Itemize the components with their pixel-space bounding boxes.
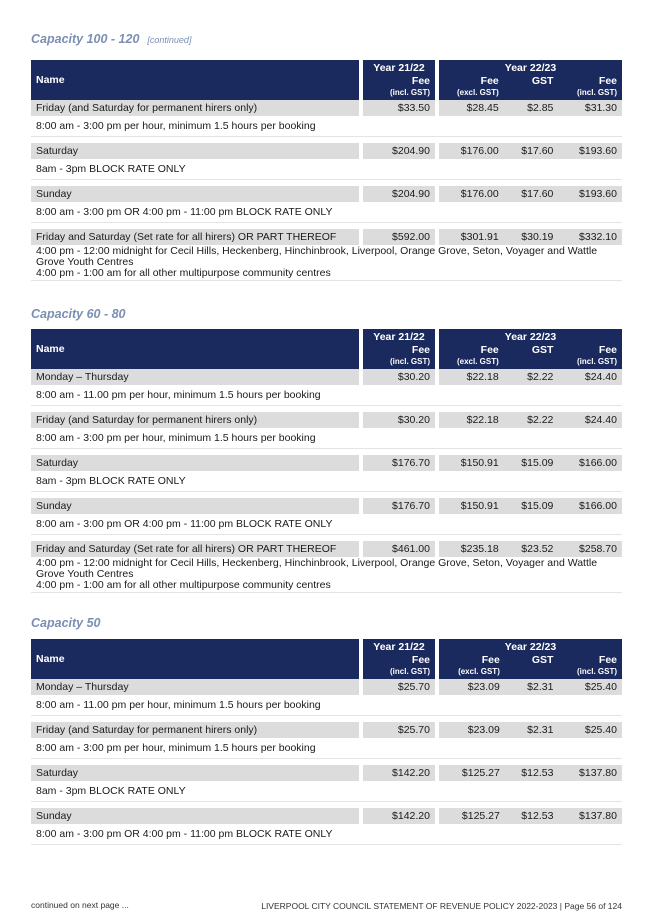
header-gst xyxy=(504,345,559,369)
header-prev-fee xyxy=(359,76,439,100)
description-line: 8am - 3pm BLOCK RATE ONLY xyxy=(36,784,186,797)
fee-description xyxy=(31,695,622,716)
fee-name: Monday – Thursday xyxy=(31,369,359,385)
section-title xyxy=(31,616,100,630)
description-line: 4:00 pm - 12:00 midnight for Cecil Hills, Heckenberg, Hinchinbrook, Liverpool, Orange Grove, Seton, Voyager and Wattle Grove Youth Centres xyxy=(36,245,598,268)
section-title-text: Capacity 60 - 80 xyxy=(31,307,126,321)
fee-description-row xyxy=(31,116,622,137)
prev-fee: $592.00 xyxy=(359,229,439,245)
gst-amount: $2.85 xyxy=(504,100,559,116)
fee-incl-gst: $24.40 xyxy=(558,412,622,428)
fee-name: Friday (and Saturday for permanent hirers only) xyxy=(31,722,359,738)
fee-incl-gst: $193.60 xyxy=(558,186,622,202)
gst-amount: $17.60 xyxy=(504,143,559,159)
prev-fee: $25.70 xyxy=(359,722,439,738)
fee-description-row xyxy=(31,159,622,180)
header-incl-gst: (incl. GST) xyxy=(577,667,617,676)
fee-description xyxy=(31,159,622,180)
fee-name: Sunday xyxy=(31,808,359,824)
fee-description xyxy=(31,202,622,223)
fee-excl-gst: $150.91 xyxy=(439,498,504,514)
fee-incl-gst: $137.80 xyxy=(558,808,622,824)
fee-excl-gst: $150.91 xyxy=(439,455,504,471)
fee-row xyxy=(31,455,622,471)
fee-excl-gst: $22.18 xyxy=(439,369,504,385)
fee-description-row xyxy=(31,428,622,449)
prev-fee: $142.20 xyxy=(359,765,439,781)
gst-amount: $2.22 xyxy=(504,369,559,385)
gst-amount: $2.31 xyxy=(505,722,559,738)
fee-incl-gst: $25.40 xyxy=(558,679,622,695)
fee-description-row xyxy=(31,824,622,845)
fee-row xyxy=(31,143,622,159)
fee-excl-gst: $28.45 xyxy=(439,100,504,116)
header-year-prev: Year 21/22 xyxy=(359,60,439,76)
fee-row xyxy=(31,186,622,202)
header-year-prev: Year 21/22 xyxy=(359,639,439,655)
header-gst-label: GST xyxy=(531,654,554,666)
fee-name: Sunday xyxy=(31,498,359,514)
header-fee-label: Fee xyxy=(411,654,430,666)
description-line: 8:00 am - 3:00 pm per hour, minimum 1.5 hours per booking xyxy=(36,431,316,444)
fee-row xyxy=(31,100,622,116)
header-excl-gst: (excl. GST) xyxy=(456,357,499,366)
prev-fee: $461.00 xyxy=(359,541,439,557)
header-incl-gst: (incl. GST) xyxy=(577,88,617,97)
header-name: Name xyxy=(31,639,359,679)
header-incl-gst: (incl. GST) xyxy=(390,357,430,366)
gst-amount: $17.60 xyxy=(504,186,559,202)
fee-excl-gst: $176.00 xyxy=(439,186,504,202)
prev-fee: $30.20 xyxy=(359,369,439,385)
fee-name: Friday (and Saturday for permanent hirers only) xyxy=(31,100,359,116)
section-title xyxy=(31,32,191,46)
prev-fee: $30.20 xyxy=(359,412,439,428)
fee-excl-gst: $22.18 xyxy=(439,412,504,428)
header-gst-label: GST xyxy=(531,75,554,87)
fee-incl-gst: $332.10 xyxy=(558,229,622,245)
fee-row xyxy=(31,765,622,781)
section-title-text: Capacity 100 - 120 xyxy=(31,32,140,46)
fee-name: Saturday xyxy=(31,765,359,781)
header-incl-gst: (incl. GST) xyxy=(390,88,430,97)
fee-row xyxy=(31,808,622,824)
description-line: 8:00 am - 3:00 pm OR 4:00 pm - 11:00 pm BLOCK RATE ONLY xyxy=(36,827,333,840)
fee-description-row xyxy=(31,557,622,593)
fee-excl-gst: $176.00 xyxy=(439,143,504,159)
header-gst xyxy=(505,655,559,679)
gst-amount: $2.31 xyxy=(505,679,559,695)
footer-page-info: LIVERPOOL CITY COUNCIL STATEMENT OF REVENUE POLICY 2022-2023 | Page 56 of 124 xyxy=(261,901,622,911)
header-name: Name xyxy=(31,60,359,100)
fee-excl-gst: $235.18 xyxy=(439,541,504,557)
fee-table xyxy=(31,329,622,593)
fee-description xyxy=(31,116,622,137)
description-line: 8:00 am - 3:00 pm OR 4:00 pm - 11:00 pm BLOCK RATE ONLY xyxy=(36,205,333,218)
continued-note: [continued] xyxy=(147,35,192,45)
header-excl-gst: (excl. GST) xyxy=(456,88,499,97)
header-gst xyxy=(504,76,559,100)
fee-excl-gst: $125.27 xyxy=(439,808,505,824)
description-line: 8:00 am - 11.00 pm per hour, minimum 1.5 hours per booking xyxy=(36,698,321,711)
description-line: 8:00 am - 3:00 pm OR 4:00 pm - 11:00 pm BLOCK RATE ONLY xyxy=(36,517,333,530)
fee-description xyxy=(31,738,622,759)
header-fee-incl xyxy=(558,76,622,100)
header-year-curr: Year 22/23 xyxy=(439,60,622,76)
header-fee-label: Fee xyxy=(411,344,430,356)
gst-amount: $15.09 xyxy=(504,455,559,471)
section-title xyxy=(31,307,126,321)
fee-description xyxy=(31,428,622,449)
fee-table xyxy=(31,60,622,281)
header-fee-incl xyxy=(558,345,622,369)
fee-description xyxy=(31,514,622,535)
header-year-curr: Year 22/23 xyxy=(439,329,622,345)
fee-row xyxy=(31,722,622,738)
prev-fee: $204.90 xyxy=(359,186,439,202)
fee-incl-gst: $258.70 xyxy=(558,541,622,557)
fee-description xyxy=(31,781,622,802)
footer-continued: continued on next page ... xyxy=(31,900,129,910)
fee-incl-gst: $137.80 xyxy=(558,765,622,781)
fee-description-row xyxy=(31,514,622,535)
gst-amount: $12.53 xyxy=(505,808,559,824)
fee-row xyxy=(31,369,622,385)
header-fee-excl xyxy=(439,655,505,679)
header-gst-label: GST xyxy=(531,344,554,356)
fee-description-row xyxy=(31,202,622,223)
gst-amount: $2.22 xyxy=(504,412,559,428)
header-excl-gst: (excl. GST) xyxy=(458,667,500,676)
fee-row xyxy=(31,498,622,514)
fee-description-row xyxy=(31,385,622,406)
fee-row xyxy=(31,229,622,245)
gst-amount: $15.09 xyxy=(504,498,559,514)
header-fee-excl xyxy=(439,345,504,369)
header-fee-label: Fee xyxy=(480,75,499,87)
prev-fee: $142.20 xyxy=(359,808,439,824)
header-year-prev: Year 21/22 xyxy=(359,329,439,345)
fee-name: Sunday xyxy=(31,186,359,202)
description-line: 8am - 3pm BLOCK RATE ONLY xyxy=(36,474,186,487)
fee-incl-gst: $166.00 xyxy=(558,498,622,514)
header-prev-fee xyxy=(359,345,439,369)
header-name: Name xyxy=(31,329,359,369)
header-incl-gst: (incl. GST) xyxy=(390,667,430,676)
fee-row xyxy=(31,679,622,695)
fee-incl-gst: $166.00 xyxy=(558,455,622,471)
section-title-text: Capacity 50 xyxy=(31,616,101,630)
fee-name: Friday and Saturday (Set rate for all hirers) OR PART THEREOF xyxy=(31,541,359,557)
prev-fee: $25.70 xyxy=(359,679,439,695)
prev-fee: $176.70 xyxy=(359,455,439,471)
gst-amount: $12.53 xyxy=(505,765,559,781)
description-line: 8:00 am - 3:00 pm per hour, minimum 1.5 hours per booking xyxy=(36,119,316,132)
description-line: 4:00 pm - 1:00 am for all other multipurpose community centres xyxy=(36,579,331,591)
fee-name: Friday and Saturday (Set rate for all hirers) OR PART THEREOF xyxy=(31,229,359,245)
header-incl-gst: (incl. GST) xyxy=(577,357,617,366)
fee-description-row xyxy=(31,471,622,492)
description-line: 4:00 pm - 12:00 midnight for Cecil Hills, Heckenberg, Hinchinbrook, Liverpool, Orange Grove, Seton, Voyager and Wattle Grove Youth Centres xyxy=(36,557,598,580)
header-fee-label: Fee xyxy=(598,654,617,666)
prev-fee: $33.50 xyxy=(359,100,439,116)
gst-amount: $30.19 xyxy=(504,229,559,245)
fee-excl-gst: $23.09 xyxy=(439,722,505,738)
header-fee-excl xyxy=(439,76,504,100)
description-line: 8:00 am - 3:00 pm per hour, minimum 1.5 hours per booking xyxy=(36,741,316,754)
fee-excl-gst: $301.91 xyxy=(439,229,504,245)
header-fee-label: Fee xyxy=(480,344,499,356)
header-year-curr: Year 22/23 xyxy=(439,639,622,655)
header-fee-label: Fee xyxy=(481,654,500,666)
fee-description xyxy=(31,385,622,406)
header-fee-label: Fee xyxy=(598,344,617,356)
fee-name: Saturday xyxy=(31,143,359,159)
header-fee-incl xyxy=(558,655,622,679)
description-line: 8:00 am - 11.00 pm per hour, minimum 1.5 hours per booking xyxy=(36,388,321,401)
fee-description-row xyxy=(31,738,622,759)
fee-incl-gst: $25.40 xyxy=(558,722,622,738)
fee-name: Saturday xyxy=(31,455,359,471)
fee-excl-gst: $23.09 xyxy=(439,679,505,695)
prev-fee: $204.90 xyxy=(359,143,439,159)
fee-table xyxy=(31,639,622,845)
description-line: 4:00 pm - 1:00 am for all other multipurpose community centres xyxy=(36,267,331,279)
fee-description-row xyxy=(31,695,622,716)
fee-description-row xyxy=(31,781,622,802)
prev-fee: $176.70 xyxy=(359,498,439,514)
fee-description xyxy=(31,471,622,492)
description-line: 8am - 3pm BLOCK RATE ONLY xyxy=(36,162,186,175)
fee-name: Monday – Thursday xyxy=(31,679,359,695)
fee-incl-gst: $193.60 xyxy=(558,143,622,159)
header-fee-label: Fee xyxy=(411,75,430,87)
fee-incl-gst: $24.40 xyxy=(558,369,622,385)
fee-description xyxy=(31,824,622,845)
fee-description-row xyxy=(31,245,622,281)
gst-amount: $23.52 xyxy=(504,541,559,557)
fee-name: Friday (and Saturday for permanent hirers only) xyxy=(31,412,359,428)
fee-row xyxy=(31,412,622,428)
fee-incl-gst: $31.30 xyxy=(558,100,622,116)
fee-description xyxy=(31,557,622,593)
fee-description xyxy=(31,245,622,281)
fee-row xyxy=(31,541,622,557)
header-fee-label: Fee xyxy=(598,75,617,87)
header-prev-fee xyxy=(359,655,439,679)
fee-excl-gst: $125.27 xyxy=(439,765,505,781)
